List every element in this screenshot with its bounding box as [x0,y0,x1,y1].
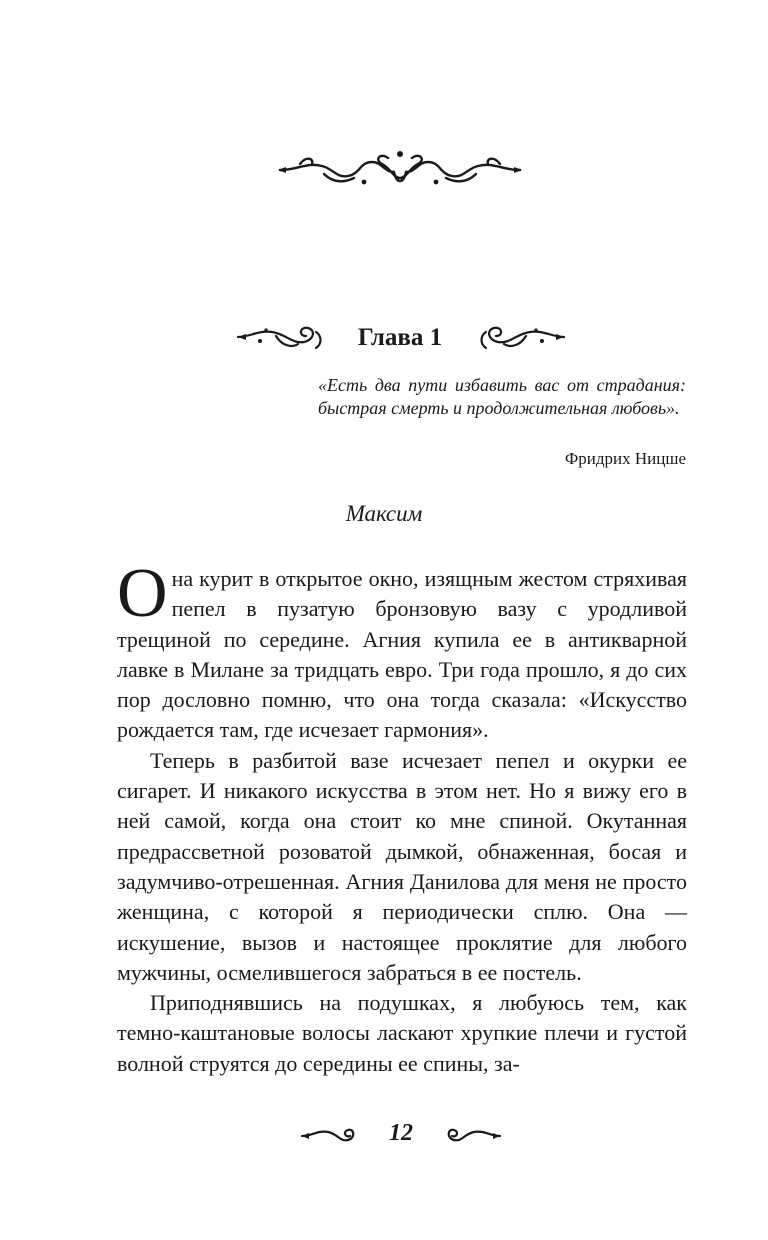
paragraph [117,555,687,746]
drop-cap: О [117,555,168,632]
footer-flourish-left-icon [300,1122,358,1148]
body-text [117,555,687,1079]
paragraph-text: на курит в открытое окно, изящным жестом стряхивая пепел в пузатую бронзовую вазу с уродливой трещиной по середине. Агния купила ее в антикварной лавке в Милане за тридцать евро. Три года прошло, я до сих пор дословно помню, что она тогда сказала: «Искусство рождается там, где исчезает гармония». [117,566,687,743]
epigraph-quote: «Есть два пути избавить вас от страдания: быстрая смерть и продолжительная любовь». [318,375,686,418]
page-footer [0,1116,768,1152]
chapter-title: Глава 1 [357,324,443,351]
paragraph: Приподнявшись на подушках, я любуюсь тем, как темно-каштановые волосы ласкают хрупкие плечи и густой волной струятся до середины ее спины, за- [117,990,687,1076]
flourish-right-icon [478,322,566,352]
flourish-left-icon [236,322,324,352]
flourish-ornament-icon [276,148,524,190]
epigraph-author: Фридрих Ницше [564,449,686,468]
paragraph: Теперь в разбитой вазе исчезает пепел и окурки ее сигарет. И никакого искусства в этом нет. Но я вижу его в ней самой, когда она стоит ко мне спиной. Окутанная предрассветной розоватой дымкой, обнаженная, босая и задумчиво-отрешенная. Агния Данилова для меня не просто женщина, с которой я периодически сплю. Она — искушение, вызов и настоящее проклятие для любого мужчины, осмелившегося забраться в ее постель. [117,747,687,985]
section-title: Максим [345,501,423,526]
chapter-heading [0,318,768,358]
page-number: 12 [389,1120,413,1146]
footer-flourish-right-icon [444,1122,502,1148]
